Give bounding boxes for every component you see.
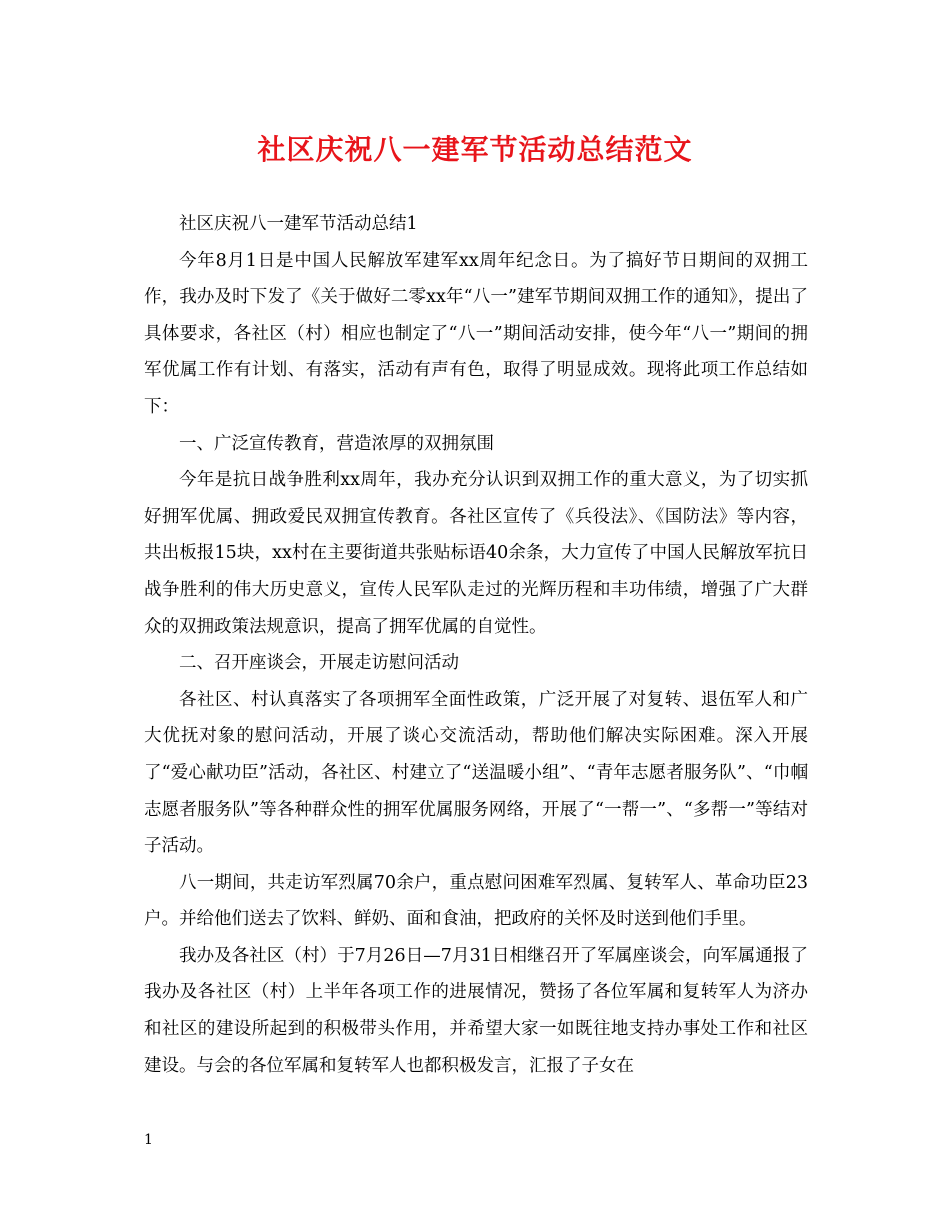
paragraph: 我办及各社区（村）于7月26日—7月31日相继召开了军属座谈会，向军属通报了我办及各社区（村）上半年各项工作的进展情况，赞扬了各位军属和复转军人为济办和社区的建设所起到的积极带头作用，并希望大家一如既往地支持办事处工作和社区建设。与会的各位军属和复转军人也都积极发言，汇报了子女在 xyxy=(144,945,808,1076)
paragraph: 各社区、村认真落实了各项拥军全面性政策，广泛开展了对复转、退伍军人和广大优抚对象的慰问活动，开展了谈心交流活动，帮助他们解决实际困难。深入开展了“爱心献功臣”活动，各社区、村建立了“送温暖小组”、“青年志愿者服务队”、“巾帼志愿者服务队”等各种群众性的拥军优属服务网络，开展了“一帮一”、“多帮一”等结对子活动。 xyxy=(144,689,808,857)
document-body xyxy=(144,206,808,1084)
section-heading: 社区庆祝八一建军节活动总结1 xyxy=(179,214,418,234)
paragraph: 今年是抗日战争胜利xx周年，我办充分认识到双拥工作的重大意义，为了切实抓好拥军优属、拥政爱民双拥宣传教育。各社区宣传了《兵役法》、《国防法》等内容，共出板报15块，xx村在主要街道共张贴标语40余条，大力宣传了中国人民解放军抗日战争胜利的伟大历史意义，宣传人民军队走过的光辉历程和丰功伟绩，增强了广大群众的双拥政策法规意识，提高了拥军优属的自觉性。 xyxy=(144,470,808,637)
paragraph: 今年8月1日是中国人民解放军建军xx周年纪念日。为了搞好节日期间的双拥工作，我办及时下发了《关于做好二零xx年“八一”建军节期间双拥工作的通知》，提出了具体要求，各社区（村）相应也制定了“八一”期间活动安排，使今年“八一”期间的拥军优属工作有计划、有落实，活动有声有色，取得了明显成效。现将此项工作总结如下： xyxy=(144,250,808,417)
page-number: 1 xyxy=(144,1132,153,1148)
paragraph: 八一期间，共走访军烈属70余户，重点慰问困难军烈属、复转军人、革命功臣23户。并给他们送去了饮料、鲜奶、面和食油，把政府的关怀及时送到他们手里。 xyxy=(144,872,808,930)
section-heading: 一、广泛宣传教育，营造浓厚的双拥氛围 xyxy=(179,433,494,454)
document-title: 社区庆祝八一建军节活动总结范文 xyxy=(257,133,693,166)
section-heading: 二、召开座谈会，开展走访慰问活动 xyxy=(179,653,459,674)
